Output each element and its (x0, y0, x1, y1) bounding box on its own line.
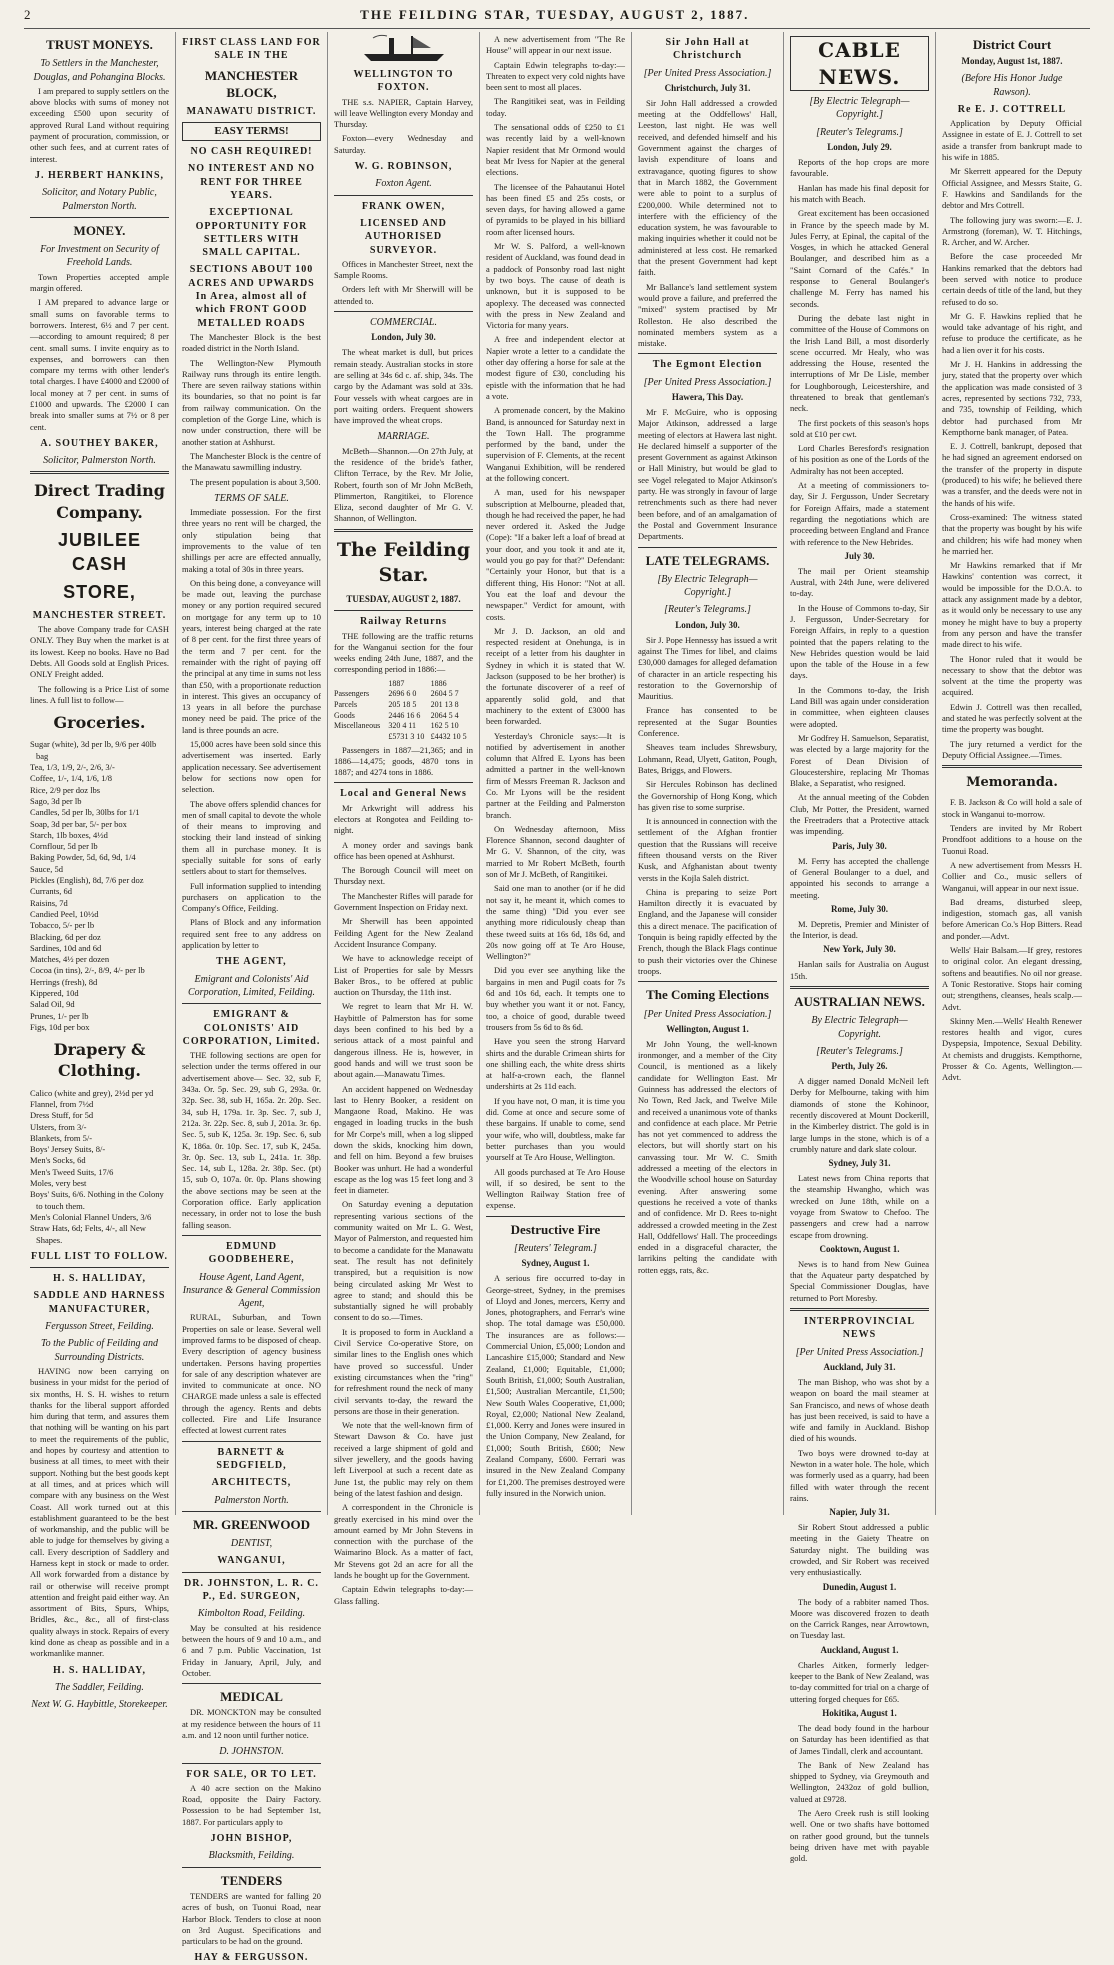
news-p10: Mr J. D. Jackson, an old and respected resident at Onehunga, is in receipt of a letter from his daughter in Sydney in which it is stated that W. Jackson (supposed to be her brother) is the fortunate discoverer of a reef of apparently solid gold, and that machinery to the extent of £3000 has been forwarded. (486, 625, 625, 727)
table-row: Goods 2446 16 6 2064 5 4 (334, 710, 459, 720)
robinson-role: Foxton Agent. (375, 178, 432, 190)
exceptional: EXCEPTIONAL OPPORTUNITY FOR SETTLERS WITH SMALL CAPITAL. (195, 207, 308, 259)
johnston-2: Kimbolton Road, Feilding. (197, 1608, 306, 1620)
railway-note: Passengers in 1887—21,365; and in 1886—14,475; goods, 4870 tons in 1887; and 4274 tons in 1886. (334, 744, 473, 778)
aus-date-2: Sydney, July 31. (828, 1158, 891, 1169)
easy-terms: EASY TERMS! (182, 122, 321, 141)
star-date: TUESDAY, AUGUST 2, 1887. (346, 594, 461, 605)
late-p3: Sheaves team includes Shrewsbury, Lohmann, Read, Ulyett, Gatiton, Pough, Bates, Briggs, and Flowers. (638, 742, 777, 775)
late-p6: China is preparing to seize Port Hamilton directly it is evacuated by England, and the Japanese will consider this a direct menace. The pacification of Tonquin is being rapidly effected by the French, though the Black Flags continue to push their victories over the Chinese troops. (638, 886, 777, 976)
emigrant-heading: EMIGRANT & COLONISTS' AID CORPORATION, Limited. (182, 1009, 321, 1047)
inter-date-5: Hokitika, August 1. (822, 1707, 897, 1718)
inter-p2: Two boys were drowned to-day at Newton in a water hole. The hole, which was formerly used as a quarry, had been filled with water through the recent rains. (790, 1447, 929, 1503)
trust-intro: To Settlers in the Manchester, Douglas, and Pohangina Blocks. (33, 58, 166, 83)
list-item: Figs, 10d per box (30, 1021, 90, 1032)
list-item: Tobacco, 5/- per lb (30, 920, 95, 931)
inter-p3: Sir Robert Stout addressed a public meeting in the Gaiety Theatre on Saturday night. The building was crowded, and Sir Robert was received very enthusiastically. (790, 1522, 929, 1578)
aus-date-3: Cooktown, August 1. (819, 1243, 900, 1254)
coming-date: Wellington, August 1. (666, 1023, 749, 1034)
court-p1: Application by Deputy Official Assignee in estate of E. J. Cottrell to set aside a transfer from bankrupt made to his wife in 1885. (942, 118, 1082, 163)
street-heading: MANCHESTER STREET. (32, 609, 167, 621)
news-p5: The licensee of the Pahautanui Hotel has been fined £5 and 25s costs, or seven days, for having allowed a game of pyramids to be played in his billiard room after licensed hours. (486, 181, 625, 237)
list-item: Coffee, 1/-, 1/4, 1/6, 1/8 (30, 773, 112, 784)
news-p14: Did you ever see anything like the bargains in men and Pugil coats for 7s 6d and 10s 6d, each. It tempts one to buy whether you want it or not. Fancy, too, a choice of good, durable tweed trousers from 5s 6d to 8s 6d. (486, 965, 625, 1032)
list-item: Cornflour, 5d per lb (30, 841, 98, 852)
list-item: Blacking, 6d per doz (30, 931, 101, 942)
aus-p3: News is to hand from New Guinea that the Aquateur party despatched by Special Commissioner Douglas, have returned to Port Moresby. (790, 1258, 929, 1303)
list-item: Moles, very best (30, 1178, 87, 1189)
coming-elections-heading: The Coming Elections (646, 987, 769, 1003)
inter-p4: The body of a rabbiter named Thos. Moore was discovered frozen to death on the Carrick Ranges, near Arrowtown, on Tuesday last. (790, 1596, 929, 1641)
court-p10: The Honor ruled that it would be necessary to show that the debtor was solvent at the time the property was acquired. (942, 653, 1082, 698)
terms-heading: TERMS OF SALE. (214, 492, 289, 504)
local-p9: On Saturday evening a deputation representing various sections of the community waited on Mr L. G. West, Mayor of Palmerston, and requested him to become a candidate for the Manawatu seat. The result has not definitely transpired, but a requisition is now being circulated asking Mr West to agree to stand; and should this be substantially signed he will probably consent to do so.—Times. (334, 1199, 473, 1323)
no-cash: NO CASH REQUIRED! (190, 146, 313, 158)
memo-p4: Bad dreams, disturbed sleep, indigestion, stomach gas, all vanish before American Co.'s Hop Bitters. Read and ponder.—Advt. (942, 896, 1082, 941)
list-item: Blankets, from 5/- (30, 1132, 93, 1143)
hankins-role: Solicitor, and Notary Public, Palmerston North. (42, 187, 157, 212)
list-item: Pickles (English), 8d, 7/6 per doz (30, 875, 144, 886)
news-p13: Said one man to another (or if he did not say it, he meant it, which comes to the same thing) "Did you ever see anything more ridiculously cheap than these tweed suits at 16s 6d, 18s 6d, and 20s now going off at Te Aro House, Wellington?" (486, 883, 625, 962)
list-item: Sago, 3d per lb (30, 795, 82, 806)
cash-only-body: The above Company trade for CASH ONLY. They Buy when the market is at its lowest. Keep no books. Have no Bad Debts. All Goods sold at English Prices. ONLY Freight added. (30, 624, 169, 680)
news-p2: Captain Edwin telegraphs to-day:—Threaten to expect very cold nights have been sent to most all places. (486, 59, 625, 93)
cable-date-2: July 30. (844, 550, 875, 561)
medical-body: DR. MONCKTON may be consulted at my residence between the hours of 11 a.m. and 12 noon until further notice. (182, 1707, 321, 1740)
marriage-heading: MARRIAGE. (377, 431, 430, 443)
list-item: Kippered, 10d (30, 987, 79, 998)
cable-p8: The mail per Orient steamship Austral, with 24th June, were delivered to-day. (790, 565, 929, 599)
cable-p13: M. Ferry has accepted the challenge of General Boulanger to a duel, and appointed his seconds to arrange a meeting. (790, 855, 929, 900)
railway-heading: Railway Returns (360, 616, 447, 628)
goodbehere-role: House Agent, Land Agent, Insurance & General Commission Agent, (182, 1271, 321, 1310)
list-item: Sardines, 10d and 6d (30, 942, 102, 953)
grocery-list (30, 739, 169, 1033)
columns (24, 32, 1090, 1964)
news-p17: All goods purchased at Te Aro House will, if so desired, be sent to the Wellington Railway Station free of expense. (486, 1166, 625, 1211)
inter-p8: The Aero Creek rush is still looking well. One or two shafts have bottomed on rather good ground, but the tunnels being driven have met with payable gold. (790, 1807, 929, 1864)
inter-p1: The man Bishop, who was shot by a weapon on board the mail steamer at San Francisco, and news of whose death has just been received, is said to have a wife and family in Auckland. Bishop died of his wounds. (790, 1376, 929, 1444)
inter-p7: The Bank of New Zealand has shipped to Sydney, via Greymouth and Wellington, 2432oz of gold bullion, valued at £9728. (790, 1759, 929, 1804)
steamship-icon (359, 34, 449, 64)
local-p10: It is proposed to form in Auckland a Civil Service Co-operative Store, on similar lines to the English ones which have proved so successful. Under existing circumstances when the "ring" for refreshment round the neck of many civil servants to-day, the reward the persons are those in their generation. (334, 1326, 473, 1416)
court-p2: Mr Skerrett appeared for the Deputy Official Assignee, and Messrs Staite, G. F. Hawkins and Sandilands for the debtor and Mrs Cottrell. (942, 166, 1082, 211)
cable-p9: In the House of Commons to-day, Sir J. Fergusson, Under-Secretary for Foreign Affairs, in reply to a question pointed that the papers relating to the New Hebrides question would be laid upon the table of the House in a few days. (790, 602, 929, 681)
halliday-sign: H. S. HALLIDAY, (53, 1664, 146, 1676)
aus-p2: Latest news from China reports that the steamship Hwangho, which was wrecked on June 18th, while on a voyage from Swatow to Chefoo. The passengers and crew had a narrow escape from drowning. (790, 1173, 929, 1240)
local-p12: A correspondent in the Chronicle is greatly exercised in his mind over the amount earned by Mr John Stevens in connection with the purchase of the Waimarino Block. As a matter of fact, Mr Stevens got 2d an acre for all the lands he bought up for the Government. (334, 1502, 473, 1580)
local-p5: Mr Sherwill has been appointed Feilding Agent for the New Zealand Accident Insurance Company. (334, 916, 473, 949)
list-item: Calico (white and grey), 2½d per yd (30, 1087, 154, 1098)
block-p9: Plans of Block and any information required sent free to any address on application by letter to (182, 917, 321, 951)
egmont-source: [Per United Press Association.] (643, 376, 772, 388)
court-p12: The jury returned a verdict for the Deputy Official Assignee.—Times. (942, 738, 1082, 760)
cable-p10: In the Commons to-day, the Irish Land Bill was again under consideration in committee, when eighteen clauses were adopted. (790, 684, 929, 729)
baker-body: I AM prepared to advance large or small sums on favorable terms to borrowers. Interest, 6½ and 7 per cent.—according to amount required; 8 per cent. small sums. I invite enquiry as to expenses, and borrowers can then compare my terms with other lender's total charges. I have £4000 and £2000 of local money at 7 per cent. in sums of £1000 and upwards. The £2000 I can break into smaller sums at 7½ or 8 per cent. (30, 297, 169, 432)
local-p6: We have to acknowledge receipt of List of Properties for sale by Messrs Baker Bros., to be offered at public auction on Thursday, the 11th inst. (334, 953, 473, 998)
cable-date-5: New York, July 30. (823, 944, 896, 955)
egmont-date: Hawera, This Day. (671, 391, 744, 402)
goodbehere-heading: EDMUND GOODBEHERE, (208, 1240, 295, 1266)
block-p8: Full information supplied to intending purchasers on application to the Company's Office, Feilding. (182, 880, 321, 914)
list-item: Men's Tweed Suits, 17/6 (30, 1166, 114, 1177)
late-date: London, July 30. (675, 619, 740, 630)
block-p7: The above offers splendid chances for men of small capital to devote the whole of their means to improving and stocking their land instead of sinking them all in purchase money. It is specially suitable for sons of early settlers about to start for themselves. (182, 798, 321, 877)
masthead-title: THE FEILDING STAR, TUESDAY, AUGUST 2, 1887. (360, 7, 750, 22)
list-item: Cocoa (in tins), 2/-, 8/9, 4/- per lb (30, 965, 145, 976)
cable-date-1: London, July 29. (827, 142, 892, 153)
court-p5: Mr G. F. Hawkins replied that he would take advantage of his right, and refuse to produce the certificate, as he had a lien over it for his costs. (942, 310, 1082, 355)
court-p9: Mr Hawkins remarked that if Mr Hawkins' contention was correct, it would be impossible for the D.O.A. to attack any assignment made by a debtor, as it would only be necessary to use any money he might have to buy a property from any person and have the transfer made direct to his wife. (942, 560, 1082, 650)
land-sale-heading: FIRST CLASS LAND FOR SALE IN THE (182, 37, 321, 62)
local-p13: Captain Edwin telegraphs to-day:—Glass falling. (334, 1584, 473, 1606)
news-p11: Yesterday's Chronicle says:—It is notified by advertisement in another column that Alfred E. Lyons has been admitted a partner in the well-known firm of Messrs Freeman R. Jackson and Co. Mr Lyons will be the resident partner at the Feilding and Palmerston branch. (486, 730, 625, 820)
manchester-block-heading: MANCHESTER BLOCK, (204, 67, 299, 100)
court-case: Re E. J. COTTRELL (957, 103, 1067, 115)
barnett-2: ARCHITECTS, (211, 1477, 292, 1489)
list-item: Candied Peel, 10½d (30, 908, 99, 919)
cable-p7: At a meeting of commissioners to-day, Sir J. Fergusson, Under Secretary for Foreign Affairs, made a statement regarding the negotiations which are proceeding between England and France with reference to the New Hebrides. (790, 480, 929, 547)
commercial-date: London, July 30. (371, 332, 436, 343)
cable-date-4: Rome, July 30. (831, 903, 888, 914)
table-row: Parcels 205 18 5 201 13 8 (334, 700, 459, 709)
jubilee-heading: JUBILEE CASH (57, 530, 142, 574)
list-item: Flannel, from 7½d (30, 1099, 94, 1109)
cable-p6: Lord Charles Beresford's resignation of his position as one of the Lords of the Admiralty has not been accepted. (790, 443, 929, 476)
page-number: 2 (24, 7, 32, 22)
inter-source: [Per United Press Association.] (795, 1346, 924, 1358)
hall-source: [Per United Press Association.] (643, 67, 772, 79)
list-item: Men's Socks, 6d (30, 1155, 86, 1166)
memo-p5: Wells' Hair Balsam.—If grey, restores to original color. An elegant dressing, softens and beautifies. No oil nor grease. A Tonic Restorative. Stops hair coming out; strengthens, cleanses, heals scalp.—Advt. (942, 945, 1082, 1012)
news-p7: A free and independent elector at Napier wrote a letter to a candidate the other day offering a horse for sale at the modest figure of £30, concluding his epistle with the information that he had a vote. (486, 334, 625, 401)
napier-notice: THE s.s. NAPIER, Captain Harvey, will leave Wellington every Monday and Thursday. (334, 96, 473, 130)
cable-p14: M. Depretis, Premier and Minister of the Interior, is dead. (790, 918, 929, 941)
bishop-sign: JOHN BISHOP, (210, 1833, 293, 1845)
owen-heading: FRANK OWEN, (361, 200, 446, 212)
greenwood-3: WANGANUI, (217, 1555, 286, 1567)
list-item: Sauce, 5d (30, 863, 64, 874)
johnston-body: May be consulted at his residence between the hours of 9 and 10 a.m., and 6 and 7 p.m. Public Vaccination, 1st Friday in January, April, July, and October. (182, 1622, 321, 1678)
johnston-heading: DR. JOHNSTON, L. R. C. P., Ed. SURGEON, (184, 1577, 319, 1603)
route-heading: WELLINGTON TO FOXTON. (353, 69, 454, 94)
cable-p12: At the annual meeting of the Cobden Club, Mr Potter, the President, warned the Freetraders that a Protective attack was impending. (790, 792, 929, 837)
list-item: Rice, 2/9 per doz lbs (30, 784, 101, 795)
cable-p3: Great excitement has been occasioned in France by the speech made by M. Jules Ferry, at Epinal, the capital of the Vosges, in which he attacked General Boulanger, and described him as a "Saint Cornard of the Cafés." In response to General Boulanger's challenge M. Ferry has named his seconds. (790, 208, 929, 309)
cable-p5: The first pockets of this season's hops sold at £10 per cwt. (790, 417, 929, 439)
owen-role: LICENSED AND AUTHORISED SURVEYOR. (360, 217, 447, 256)
list-item: Ulsters, from 3/- (30, 1121, 87, 1132)
sections: SECTIONS ABOUT 100 ACRES AND UPWARDS In Area, almost all of which FRONT GOOD METALLED ROADS (188, 264, 315, 329)
inter-p5: Charles Aitken, formerly ledger-keeper to the Bank of New Zealand, was to-day committed for trial on a charge of uttering forged cheques for £65. (790, 1659, 929, 1704)
egmont-body: Mr F. McGuire, who is opposing Major Atkinson, addressed a large meeting of electors at Hawera last night. He declared himself a supporter of the present Government as against Atkinson or Hall Ministry, but would be glad to see Vogel relegated to Major Atkinson's party. He was strongly in favour of large retrenchments such as there had never been before, and of an amalgamation of the Postal and Government Insurance Departments. (638, 406, 777, 542)
list-item: Boys' Jersey Suits, 8/- (30, 1144, 106, 1155)
inter-p6: The dead body found in the harbour on Saturday has been identified as that of James Tindall, clerk and accountant. (790, 1722, 929, 1756)
railway-body: THE following are the traffic returns for the Wanganui section for the four weeks ending 24th June, 1887, and the corresponding period in 1886:— (334, 630, 473, 675)
robinson-sign: W. G. ROBINSON, (354, 161, 453, 173)
court-judge: (Before His Honor Judge Rawson). (961, 73, 1063, 98)
block-p6: 15,000 acres have been sold since this advertisement was inserted. Early application necessary. See advertisement below for sections now open for selection. (182, 739, 321, 795)
court-p6: Mr J. H. Hankins in addressing the jury, stated that the property over which the application was made consisted of 3 acres, represented by sections 732, 733, and 735, township of Feilding, which debtor had purchased from Mr Kempthorne bank manager, of Patea. (942, 359, 1082, 437)
list-item: Boys' Suits, 6/6. Nothing in the Colony to touch them. (30, 1189, 164, 1211)
news-p16: If you have not, O man, it is time you did. Come at once and secure some of these bargains. If unable to come, send your wife, who will, doubtless, make far better purchases than you would yourself at Te Aro House, Wellington. (486, 1095, 625, 1163)
commercial-body: The wheat market is dull, but prices remain steady. Australian stocks in store are selling at 34s 6d c. af. ship, 34s. The cargo by the Adamant was sold at 33s. Four vessels with wheat cargoes are in port waiting orders. Frequent showers have improved the wheat crops. (334, 347, 473, 426)
news-p1: A new advertisement from "The Re House" will appear in our next issue. (486, 34, 625, 56)
list-item: Prunes, 1/- per lb (30, 1010, 89, 1021)
block-p3: The Manchester Block is the centre of the Manawatu sawmilling industry. (182, 450, 321, 473)
local-p11: We note that the well-known firm of Stewart Dawson & Co. have just received a large shipment of gold and silver jewellery, and the goods having left Liverpool at such a recent date as June 1st, the public may rely on them being of the latest fashion and design. (334, 1420, 473, 1498)
local-p7: We regret to learn that Mr H. W. Haybittle of Palmerston has for some days been confined to his bed by a serious attack of a most painful and dangerous illness. He is, however, in good hands and will we trust soon be about again.—Manawatu Times. (334, 1001, 473, 1080)
for-sale-body: A 40 acre section on the Makino Road, opposite the Dairy Factory. Possession to be had September 1st, 1887. For particulars apply to (182, 1782, 321, 1827)
trust-body: I am prepared to supply settlers on the above blocks with sums of money not exceeding £500 upon security of approved Rural Land without requiring payment of procuration, commission, or other such fees, and at current rates of interest. (30, 85, 169, 164)
halliday-sign-3: Next W. G. Haybittle, Storekeeper. (31, 1699, 168, 1711)
baker-role: Solicitor, Palmerston North. (43, 455, 156, 467)
owen-orders: Orders left with Mr Sherwill will be attended to. (334, 284, 473, 306)
table-row: Miscellaneous 320 4 11 162 5 10 (334, 721, 459, 731)
price-list-intro: The following is a Price List of some lines. A full list to follow— (30, 683, 169, 705)
local-news-heading: Local and General News (340, 788, 467, 800)
halliday-sign-2: The Saddler, Feilding. (55, 1681, 144, 1693)
groceries-heading: Groceries. (53, 713, 146, 733)
table-row: £5731 3 10 £4432 10 5 (388, 731, 467, 741)
news-p9: A man, used for his newspaper subscription at Melbourne, pleaded that, though he had received the paper, he had never ordered it. Asked the Judge (Cope): "If a baker left a loaf of bread at your door, and you took it and ate it, would you go pay for that?" Defendant: "Certainly your Honor, but that is a different thing, His Honor: "Not at all. You eat the loaf and devour the newspaper." Verdict for amount, with costs. (486, 487, 625, 622)
cable-p15: Hanlan sails for Australia on August 15th. (790, 959, 929, 981)
fire-body: A serious fire occurred to-day in George-street, Sydney, in the premises of Lloyd and Jones, mercers, Kerry and Jones, photographers, and Ferrar's wine shop. The total damage was £50,000. The insurances are as follows:—Commercial Union, £5,000; London and Lancashire £15,000; Standard and New Zealand, £1,000; Equitable, £1,000; South British, £1,000; South Australian, £1,500; Australian Mercantile, £1,500; New South Wales Cooperative, £1,000; Royal, £2,000; National New Zealand, £1,000. Kerry and Jones were insured in the Union Company, New Zealand, for £1,000; South British, £600; New Zealand Company, £600. Ferrari was insured in the New Zealand Company for £1,200. The premises destroyed were fully insured in the Norwich union. (486, 1273, 625, 1498)
interprovincial-heading: INTERPROVINCIAL NEWS (803, 1316, 916, 1341)
no-interest: NO INTEREST AND NO RENT FOR THREE YEARS. (187, 163, 315, 201)
direct-trading-heading: Direct Trading Company. (34, 481, 165, 522)
full-list-note: FULL LIST TO FOLLOW. (31, 1250, 168, 1262)
tenders-heading: TENDERS (220, 1872, 283, 1888)
list-item: Tea, 1/3, 1/9, 2/-, 2/6, 3/- (30, 762, 115, 773)
block-p5: On this being done, a conveyance will be made out, leaving the purchase money or any portion required secured on mortgage for any term up to 10 years, interest being charged at the rate of 8 per cent. for the first three years of the term and 7 per cent. for the remainder with the right of paying off the principal at any time in sums not less than £50, with a proportionate reduction in interest. This gives an occupancy of 13 years in all before the purchase money need be paid. The price of the land is three pounds an acre. (182, 577, 321, 735)
block-p2: The Wellington-New Plymouth Railway runs through its entire length. There are seven railway stations within its boundaries, so that no point is far from railway communication. On the completion of the Gorge Line, which is now under construction, there will be another station at Ashhurst. (182, 357, 321, 447)
column-6 (784, 32, 936, 1864)
list-item: Dress Stuff, for 5d (30, 1110, 94, 1121)
cable-p2: Hanlan has made his final deposit for his match with Beach. (790, 182, 929, 204)
local-p3: The Borough Council will meet on Thursday next. (334, 865, 473, 887)
agent-2: Emigrant and Colonists' Aid Corporation, Limited, Feilding. (188, 973, 315, 998)
court-p8: Cross-examined: The witness stated that the property was bought by his wife and children; his wife had money when he married her. (942, 511, 1082, 556)
column-2 (176, 32, 328, 1964)
column-5 (632, 32, 784, 1515)
column-4 (480, 32, 632, 1515)
coming-body: Mr John Young, the well-known ironmonger, and a member of the City Council, is mentioned as a likely candidate for Wellington East. Mr Guinness has addressed the electors of No Town, Red Jack, and Twelve Mile and received a unanimous vote of thanks and confidence at each place. Mr Petrie has not yet commenced to address the electors, but will shortly start on his canvassing tour. Mr W. C. Smith addressed a meeting of the electors in the Woodville school house on Saturday evening. After answering some questions he received a vote of thanks and of confidence. Mr D. Rees to-night addressed a crowded meeting in the Zest Hall, Oddfellows' Hall. The proceedings ended in a disgraceful character, the larrikins pelting the candidate with rotten eggs, rats, &c. (638, 1038, 777, 1275)
medical-heading: MEDICAL (220, 1689, 283, 1705)
court-p7: E. J. Cottrell, bankrupt, deposed that he had signed an agreement endorsed on the transfer of the property in dispute (produced) to his wife; he believed there was a transfer, and the deeds were not in the hands of his wife. (942, 441, 1082, 508)
list-item: Matches, 4½ per dozen (30, 954, 110, 965)
memo-p1: F. B. Jackson & Co will hold a sale of stock in Wanganui to-morrow. (942, 797, 1082, 819)
goodbehere-body: RURAL, Suburban, and Town Properties on sale or lease. Several well improved farms to be disposed of cheap. Every description of agency business undertaken. Persons having properties for sale of any description whatever are invited to communicate at once. NO CHARGE made unless a sale is effected through the agency. Rents and debts collected. Fire and Life Insurance effected at lowest current rates (182, 1312, 321, 1436)
manawatu-heading: MANAWATU DISTRICT. (186, 106, 317, 118)
cable-news-heading: CABLE NEWS. (790, 36, 929, 91)
column-1 (24, 32, 176, 1711)
railway-table (334, 679, 473, 743)
memo-p6: Skinny Men.—Wells' Health Renewer restores health and vigor, cures Dyspepsia, Impotence, Sexual Debility. At chemists and druggists. Kempthorne, Prosser & Co. Agents, Wellington.—Advt. (942, 1015, 1082, 1083)
late-source-2: [Reuter's Telegrams.] (664, 604, 751, 616)
late-p4: Sir Hercules Robinson has declined the Governorship of Hong Kong, which has given rise to some surprise. (638, 779, 777, 812)
cable-source-2: [Reuter's Telegrams.] (816, 126, 903, 138)
news-p12: On Wednesday afternoon, Miss Florence Shannon, second daughter of Mr G. V. Shannon, of the city, was married to Mr Robert McBeth, fourth son of Mr J. McBeth, of Rangitikei. (486, 823, 625, 880)
list-item: Sugar (white), 3d per lb, 9/6 per 40lb bag (30, 739, 157, 761)
aus-date-1: Perth, July 26. (831, 1061, 888, 1072)
agent: THE AGENT, (216, 956, 287, 968)
late-p5: It is announced in connection with the settlement of the Afghan frontier question that the Russians will receive fifteen thousand versts on the River Kusk, and Afghanistan about twenty versts in the Kojla Saleh district. (638, 816, 777, 883)
late-p1: Sir J. Pope Hennessy has issued a writ against The Times for libel, and claims £30,000 damages for alleged defamation of character in an article respecting his restoration to the Governorship of Mauritius. (638, 634, 777, 702)
hall-p2: Mr Ballance's land settlement system would prove a failure, and preferred the "mixed" system practised by Mr Rolleston. He also described the nominated members system as a mistake. (638, 281, 777, 349)
hall-p1: Sir John Hall addressed a crowded meeting at the Oddfellows' Hall, Leeston, last night. He was well received, and defended himself and his Government against the charges of lavish expenditure of loans and extravagance, quoting figures to show that in March 1882, the Government were able to point to a surplus of £200,000. While determined not to interfere with the efficiency of the education system, he was favourable to making inquiries whether it could not be administered at less cost. He remarked that the present Government had kept faith. (638, 97, 777, 278)
list-item: Straw Hats, 6d; Felts, 4/-, all New Shapes. (30, 1223, 146, 1245)
list-item: Candles, 5d per lb, 30lbs for 1/1 (30, 807, 140, 818)
owen-office: Offices in Manchester Street, next the Sample Rooms. (334, 258, 473, 281)
news-p15: Have you seen the strong Harvard shirts and the durable Crimean shirts for one shilling each, the white dress shirts at half-a-crown each, the flannel undershirts at 2s 11d each. (486, 1036, 625, 1092)
late-telegrams-heading: LATE TELEGRAMS. (645, 552, 770, 568)
column-7 (936, 32, 1088, 1515)
fire-source: [Reuters' Telegram.] (514, 1242, 597, 1254)
halliday-street: Fergusson Street, Feilding. (45, 1321, 154, 1333)
halliday-body: HAVING now been carrying on business in your midst for the period of six months, H. S. H. wishes to return thanks for the liberal support afforded him during that term, and assures them that nothing will be wanting on his part to meet the requirements of the public, and hopes by courtesy and attention to business at all times, to meet with their support. Nothing but the best goods kept at all times, and at prices which will compare with any business on the West Coast. All work turned out at this establishment guaranteed to be the best of workmanship, and the public will be able to judge for themselves by giving a call. Every description of Saddlery and Harness kept in stock or made to order. All work forwarded from a distance by rail or otherwise will receive prompt attention and freight paid either way. An assortment of Bits, Spurs, Whips, Bridles, &c., &c., all of first-class quality always in stock. Repairs of every kind done as cheap as possible and in a workmanlike manner. (30, 1365, 169, 1659)
local-p8: An accident happened on Wednesday last to Henry Booker, a resident on Mangaone Road, Makino. He was engaged in loading trucks in the bush for Mr Corpe's mill, when a log slipped down the skids, knocking him down, and fell on him. Beyond a few bruises Booker was unhurt. He had a wonderful escape as the log was 15 feet long and 3 feet in diameter. (334, 1083, 473, 1196)
barnett-3: Palmerston North. (214, 1494, 289, 1506)
australian-news-heading: AUSTRALIAN NEWS. (794, 993, 925, 1009)
baker-signer: A. SOUTHEY BAKER, (40, 437, 159, 449)
local-p2: A money order and savings bank office has been opened at Ashhurst. (334, 839, 473, 861)
terms-body: Immediate possession. For the first three years no rent will be charged, the only stipulation being that improvements to the value of ten shillings per acre are effected annually, making a total of 30s in three years. (182, 507, 321, 574)
block-p4: The present population is about 3,500. (190, 476, 321, 487)
column-3 (328, 32, 480, 1606)
egmont-heading: The Egmont Election (652, 359, 763, 371)
halliday-sub: SADDLE AND HARNESS MANUFACTURER, (33, 1290, 166, 1315)
for-sale-heading: FOR SALE, OR TO LET. (186, 1768, 317, 1780)
cable-source: [By Electric Telegraph—Copyright.] (809, 96, 910, 121)
emigrant-body: THE following sections are open for selection under the terms offered in our advertisement above— Sec. 32, sub F, 343a. Or. 5p. Sec. 29, sub G, 293a. 0r. 32p. Sec. 38, sub H, 165a. 2r. 20p. Sec. 34, sub H, 179a. 1r. 3p. Sec. 7, sub J, 212a. 3r. 22p. Sec. 8, sub J, 201a. 3r. 6p. Sec. 5, sub K, 125a. 3r. 19p. Sec. 6, sub K, 186a. 0r. 10p. Sec. 17, sub K, 245a. 3r. 0p. Sec. 13, sub L, 241a. 1r. 38p. Sec. 14, sub L, 128a. 2r. 38p. Sec. (pt) 15, sub O, 107a. 0r. 0p. Plans showing the above sections may be seen at the Corporation office. Early application necessary, in order not to lose the bush falling season. (182, 1050, 321, 1230)
aus-source-2: [Reuter's Telegrams.] (816, 1045, 903, 1057)
aus-p1: A digger named Donald McNeil left Derby for Melbourne, taking with him diamonds of stone the Kohinoor, recently discovered at Mount Dockerill, in the Kimberley district. The gold is in large lumps in the stone, which is of a crumbly nature and dark slate colour. (790, 1076, 929, 1154)
tenders-sign: HAY & FERGUSSON. (194, 1952, 309, 1964)
local-p4: The Manchester Rifles will parade for Government Inspection on Friday next. (334, 890, 473, 913)
court-date: Monday, August 1st, 1887. (961, 56, 1063, 67)
table-row: 1887 1886 (388, 678, 447, 688)
list-item: Herrings (fresh), 8d (30, 976, 98, 987)
drapery-list (30, 1088, 169, 1246)
block-p1: The Manchester Block is the best roaded district in the North Island. (182, 331, 321, 354)
town-properties: Town Properties accepted ample margin offered. (30, 271, 169, 294)
inter-date-2: Napier, July 31. (829, 1507, 890, 1518)
memo-p2: Tenders are invited by Mr Robert Prondfoot additions to a house on the Tuonui Road. (942, 823, 1082, 856)
marriage-body: McBeth—Shannon.—On 27th July, at the residence of the bride's father, Clifton Terrace, by the Rev. Mr Jolie, Robert, fourth son of Mr John McBeth, Plimmerton, Rangitikei, to Florence Eliza, second daughter of Mr G. V. Shannon, of Wellington. (334, 445, 473, 524)
inter-date-4: Auckland, August 1. (820, 1644, 899, 1655)
hankins-signer: J. HERBERT HANKINS, (34, 169, 165, 181)
foxton-notice: Foxton—every Wednesday and Saturday. (334, 133, 473, 155)
list-item: Baking Powder, 5d, 6d, 9d, 1/4 (30, 852, 136, 863)
memoranda-heading: Memoranda. (966, 775, 1058, 791)
inter-date-3: Dunedin, August 1. (822, 1581, 897, 1592)
court-p11: Edwin J. Cottrell was then recalled, and stated he was perfectly solvent at the time the property was bought. (942, 701, 1082, 735)
drapery-heading: Drapery & Clothing. (53, 1040, 146, 1081)
list-item: Salad Oil, 9d (30, 999, 75, 1010)
money-heading: MONEY. (73, 222, 126, 238)
halliday-to: To the Public of Feilding and Surrounding Districts. (40, 1338, 159, 1363)
cable-p11: Mr Godfrey H. Samuelson, Separatist, was elected by a large majority for the Forest of Dean Division of Gloucestershire, replacing Mr Thomas Blake, a Separatist, who resigned. (790, 732, 929, 789)
feilding-star-nameplate: The Feilding Star. (336, 538, 471, 587)
tenders-body: TENDERS are wanted for falling 20 acres of bush, on Tuonui Road, near Harbor Block. Tenders to close at noon on 3rd August. Specifications and particulars to be had on the ground. (182, 1890, 321, 1947)
memo-p3: A new advertisement from Messrs H. Collier and Co., music sellers of Wanganui, will appear in our next issue. (942, 859, 1082, 893)
greenwood-heading: MR. GREENWOOD (193, 1516, 310, 1532)
aus-source: By Electric Telegraph—Copyright. (811, 1015, 908, 1040)
list-item: Starch, 1lb boxes, 4½d (30, 829, 108, 840)
masthead (24, 2, 1090, 29)
trust-moneys-heading: TRUST MONEYS. (46, 37, 153, 52)
fire-heading: Destructive Fire (510, 1221, 601, 1237)
barnett-heading: BARNETT & SEDGFIELD, (216, 1446, 287, 1471)
inter-date-1: Auckland, July 31. (823, 1361, 896, 1372)
news-p3: The Rangitikei seat, was in Feilding today. (486, 96, 625, 118)
list-item: Raisins, 7d (30, 897, 68, 908)
court-p4: Before the case proceeded Mr Hankins remarked that the debtors had been served with notice to produce certain deeds of title of the land, but they refused to do so. (942, 251, 1082, 307)
late-source: [By Electric Telegraph—Copyright.] (657, 573, 758, 599)
table-row: Passengers 2696 6 0 2604 5 7 (334, 689, 459, 699)
cable-p4: During the debate last night in committee of the House of Commons on the Irish Land Bill, a most disorderly scene occurred. Mr Healy, who was addressing the House, resented the interruptions of Mr De Lisle, member for Loughborough, Leicestershire, and threatened to break that gentleman's neck. (790, 312, 929, 414)
coming-source: [Per United Press Association.] (643, 1008, 772, 1020)
store-heading: STORE, (63, 581, 136, 602)
court-p3: The following jury was sworn:—E. J. Armstrong (foreman), W. T. Hitchings, R. Archer, and W. Archer. (942, 214, 1082, 248)
news-p8: A promenade concert, by the Makino Band, is announced for Saturday next in the Town Hall. The programme performed by the band, under the supervision of F. Clements, at the recent Wanganui Exhibition, will be rendered at the following concert. (486, 405, 625, 483)
commercial-heading: COMMERCIAL. (370, 317, 437, 329)
news-p4: The sensational odds of £250 to £1 was recently laid by a well-known Napier resident that Mr Ormond would beat Mr Ivess for Napier at the general elections. (486, 122, 625, 178)
fire-date: Sydney, August 1. (521, 1258, 590, 1269)
medical-sign: D. JOHNSTON. (219, 1746, 284, 1758)
hall-heading: Sir John Hall at Christchurch (665, 37, 750, 62)
late-p2: France has consented to be represented at the Sugar Bounties Conference. (638, 705, 777, 739)
cable-p1: Reports of the hop crops are more favourable. (790, 157, 929, 179)
cable-date-3: Paris, July 30. (832, 840, 887, 851)
list-item: Soap, 3d per bar, 5/- per box (30, 818, 127, 829)
halliday-heading: H. S. HALLIDAY, (53, 1273, 146, 1285)
greenwood-2: DENTIST, (230, 1538, 273, 1550)
list-item: Men's Colonial Flannel Unders, 3/6 (30, 1211, 152, 1222)
bishop-sign-2: Blacksmith, Feilding. (208, 1850, 295, 1862)
local-p1: Mr Arkwright will address his electors at Rongotea and Feilding to-night. (334, 802, 473, 836)
money-sub: For Investment on Security of Freehold Lands. (40, 244, 159, 269)
news-p6: Mr W. S. Palford, a well-known resident of Auckland, was found dead in a paddock of Ponsonby road last night by two boys. The cause of death is unknown, but it is supposed to be apoplexy. The deceased was connected with the press in New Zealand and Victoria for many years. (486, 241, 625, 331)
hall-date: Christchurch, July 31. (664, 82, 751, 93)
list-item: Currants, 6d (30, 886, 73, 897)
district-court-heading: District Court (972, 37, 1052, 52)
